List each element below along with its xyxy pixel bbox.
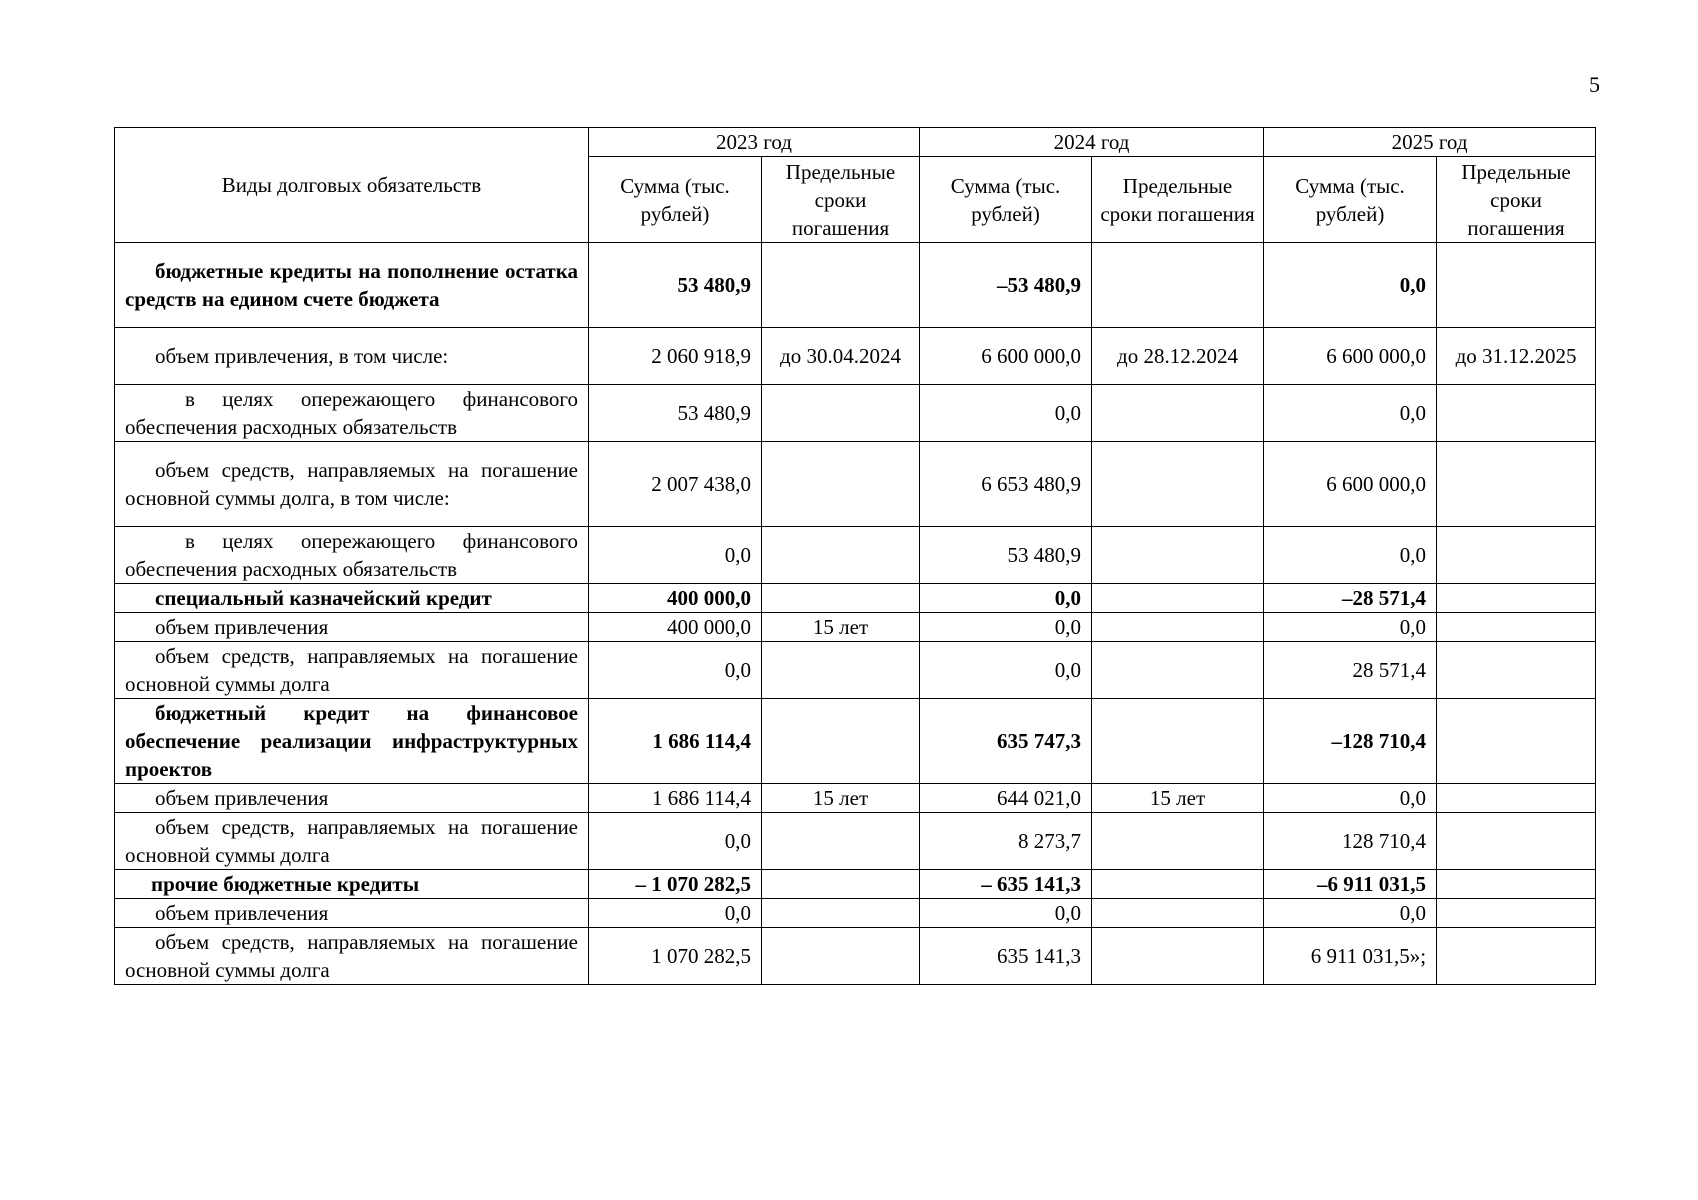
amount-cell: 644 021,0 [920, 784, 1092, 813]
repayment-term-cell [762, 243, 920, 328]
amount-cell: 0,0 [589, 813, 762, 870]
repayment-term-cell [1437, 699, 1596, 784]
table-row [115, 527, 1596, 584]
repayment-term-cell [1437, 442, 1596, 527]
header-year-2025: 2025 год [1264, 128, 1596, 157]
amount-cell: 400 000,0 [589, 613, 762, 642]
amount-cell: 400 000,0 [589, 584, 762, 613]
amount-cell: 0,0 [1264, 613, 1437, 642]
repayment-term-cell [762, 699, 920, 784]
repayment-term-cell [762, 584, 920, 613]
amount-cell: 0,0 [920, 899, 1092, 928]
amount-cell: –128 710,4 [1264, 699, 1437, 784]
row-label: в целях опережающего финансового обеспечения расходных обязательств [115, 385, 589, 442]
header-sum: Сумма (тыс. рублей) [1264, 157, 1437, 243]
header-year-2023: 2023 год [589, 128, 920, 157]
table-row [115, 784, 1596, 813]
row-label: в целях опережающего финансового обеспечения расходных обязательств [115, 527, 589, 584]
header-sum: Сумма (тыс. рублей) [920, 157, 1092, 243]
repayment-term-cell: 15 лет [762, 613, 920, 642]
row-label: специальный казначейский кредит [115, 584, 589, 613]
amount-cell: 0,0 [589, 642, 762, 699]
header-term: Предельные сроки погашения [1437, 157, 1596, 243]
amount-cell: 635 141,3 [920, 928, 1092, 985]
header-year-2024: 2024 год [920, 128, 1264, 157]
amount-cell: 6 653 480,9 [920, 442, 1092, 527]
table-row [115, 385, 1596, 442]
repayment-term-cell: 15 лет [1092, 784, 1264, 813]
table-row [115, 243, 1596, 328]
amount-cell: 53 480,9 [589, 243, 762, 328]
header-debt-kinds: Виды долговых обязательств [115, 128, 589, 243]
repayment-term-cell [1092, 870, 1264, 899]
repayment-term-cell [1092, 928, 1264, 985]
repayment-term-cell [1092, 642, 1264, 699]
amount-cell: 6 600 000,0 [1264, 442, 1437, 527]
table-row [115, 699, 1596, 784]
repayment-term-cell: до 30.04.2024 [762, 328, 920, 385]
row-label: прочие бюджетные кредиты [115, 870, 589, 899]
row-label: объем средств, направляемых на погашение основной суммы долга, в том числе: [115, 442, 589, 527]
amount-cell: 0,0 [920, 613, 1092, 642]
table-row [115, 899, 1596, 928]
amount-cell: – 1 070 282,5 [589, 870, 762, 899]
amount-cell: 1 686 114,4 [589, 784, 762, 813]
row-label: бюджетный кредит на финансовое обеспечение реализации инфраструктурных проектов [115, 699, 589, 784]
repayment-term-cell: 15 лет [762, 784, 920, 813]
amount-cell: 28 571,4 [1264, 642, 1437, 699]
repayment-term-cell: до 31.12.2025 [1437, 328, 1596, 385]
header-term: Предельные сроки погашения [1092, 157, 1264, 243]
repayment-term-cell [1092, 385, 1264, 442]
amount-cell: 0,0 [1264, 899, 1437, 928]
repayment-term-cell [1092, 613, 1264, 642]
row-label: объем привлечения [115, 899, 589, 928]
repayment-term-cell [1437, 784, 1596, 813]
table-row [115, 870, 1596, 899]
page-number: 5 [1589, 72, 1600, 97]
amount-cell: 1 070 282,5 [589, 928, 762, 985]
amount-cell: 53 480,9 [920, 527, 1092, 584]
amount-cell: 6 911 031,5»; [1264, 928, 1437, 985]
row-label: объем средств, направляемых на погашение основной суммы долга [115, 928, 589, 985]
repayment-term-cell [1437, 870, 1596, 899]
repayment-term-cell [762, 870, 920, 899]
repayment-term-cell [762, 385, 920, 442]
row-label: объем средств, направляемых на погашение основной суммы долга [115, 813, 589, 870]
amount-cell: 6 600 000,0 [920, 328, 1092, 385]
amount-cell: 2 060 918,9 [589, 328, 762, 385]
repayment-term-cell [1092, 442, 1264, 527]
repayment-term-cell [1092, 899, 1264, 928]
row-label: бюджетные кредиты на пополнение остатка средств на едином счете бюджета [115, 243, 589, 328]
row-label: объем привлечения [115, 613, 589, 642]
table-row [115, 613, 1596, 642]
row-label: объем привлечения, в том числе: [115, 328, 589, 385]
amount-cell: –28 571,4 [1264, 584, 1437, 613]
amount-cell: 0,0 [920, 385, 1092, 442]
amount-cell: 128 710,4 [1264, 813, 1437, 870]
repayment-term-cell [1092, 813, 1264, 870]
amount-cell: –6 911 031,5 [1264, 870, 1437, 899]
amount-cell: – 635 141,3 [920, 870, 1092, 899]
table-row [115, 442, 1596, 527]
table-row [115, 642, 1596, 699]
row-label: объем средств, направляемых на погашение основной суммы долга [115, 642, 589, 699]
repayment-term-cell [762, 642, 920, 699]
repayment-term-cell: до 28.12.2024 [1092, 328, 1264, 385]
repayment-term-cell [1437, 385, 1596, 442]
amount-cell: 0,0 [1264, 784, 1437, 813]
table-body [115, 243, 1596, 985]
repayment-term-cell [762, 899, 920, 928]
repayment-term-cell [762, 527, 920, 584]
amount-cell: 8 273,7 [920, 813, 1092, 870]
repayment-term-cell [1092, 527, 1264, 584]
repayment-term-cell [1437, 613, 1596, 642]
repayment-term-cell [1437, 527, 1596, 584]
amount-cell: 0,0 [920, 584, 1092, 613]
repayment-term-cell [1437, 928, 1596, 985]
repayment-term-cell [1437, 642, 1596, 699]
repayment-term-cell [1437, 813, 1596, 870]
amount-cell: 1 686 114,4 [589, 699, 762, 784]
amount-cell: 0,0 [1264, 243, 1437, 328]
repayment-term-cell [1437, 584, 1596, 613]
amount-cell: 635 747,3 [920, 699, 1092, 784]
repayment-term-cell [1437, 899, 1596, 928]
amount-cell: 0,0 [1264, 385, 1437, 442]
table-row [115, 813, 1596, 870]
amount-cell: 2 007 438,0 [589, 442, 762, 527]
repayment-term-cell [762, 813, 920, 870]
amount-cell: 53 480,9 [589, 385, 762, 442]
repayment-term-cell [762, 442, 920, 527]
header-term: Предельные сроки погашения [762, 157, 920, 243]
table-row [115, 928, 1596, 985]
amount-cell: 6 600 000,0 [1264, 328, 1437, 385]
amount-cell: 0,0 [1264, 527, 1437, 584]
repayment-term-cell [1092, 584, 1264, 613]
row-label: объем привлечения [115, 784, 589, 813]
repayment-term-cell [1092, 243, 1264, 328]
header-sum: Сумма (тыс. рублей) [589, 157, 762, 243]
debt-obligations-table [114, 127, 1596, 985]
amount-cell: 0,0 [589, 899, 762, 928]
table-row [115, 584, 1596, 613]
amount-cell: 0,0 [589, 527, 762, 584]
repayment-term-cell [1092, 699, 1264, 784]
amount-cell: –53 480,9 [920, 243, 1092, 328]
table-row [115, 328, 1596, 385]
repayment-term-cell [762, 928, 920, 985]
amount-cell: 0,0 [920, 642, 1092, 699]
repayment-term-cell [1437, 243, 1596, 328]
